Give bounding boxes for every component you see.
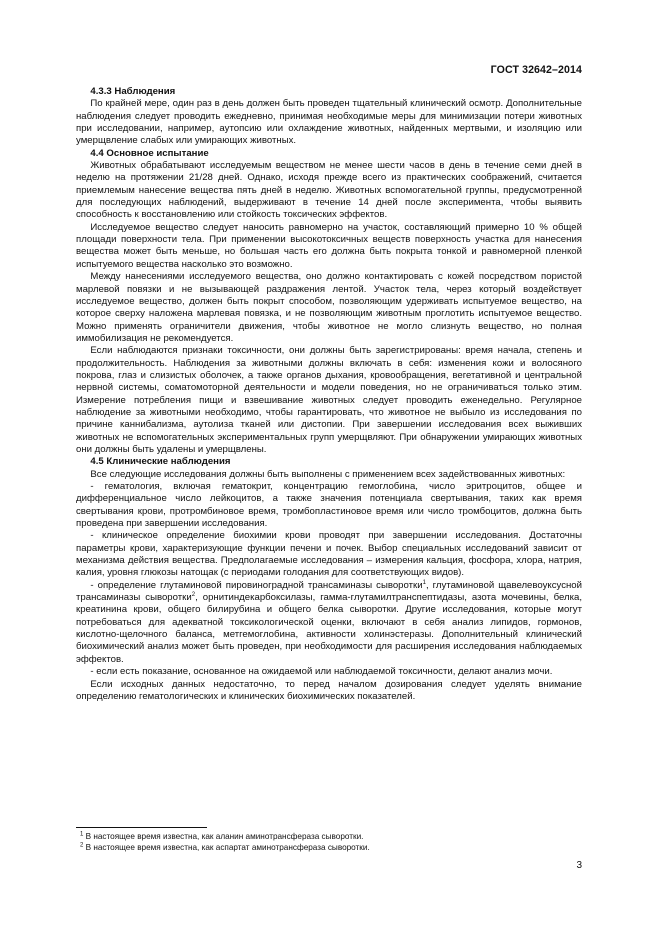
- footnote-mark: 1: [80, 831, 84, 838]
- paragraph: Исследуемое вещество следует наносить равномерно на участок, составляющий примерно 10 % общей площади поверхности тела. При применении высокотоксичных веществ поверхность участка для нанесения вещества может быть меньше, но большая часть его должна быть покрыта тонкой и равномерной пленкой испытуемого вещества насколько это возможно.: [76, 221, 582, 270]
- paragraph: Животных обрабатывают исследуемым веществом не менее шести часов в день в течение семи дней в неделю на протяжении 21/28 дней. Однако, исходя прежде всего из практических соображений, считается приемлемым нанесение вещества пять дней в неделю. Животных вспомогательной группы, предусмотренной для последующих наблюдений, выдерживают в течение 14 дней после эксперимента, чтобы выявить способность к восстановлению или стойкость токсических эффектов.: [76, 160, 582, 221]
- paragraph: Если исходных данных недостаточно, то перед началом дозирования следует уделять внимание определению гематологических и клинических биохимических показателей.: [76, 678, 582, 702]
- standard-header: ГОСТ 32642–2014: [490, 64, 582, 76]
- footnote-text: В настоящее время известна, как аланин аминотрансфераза сыворотки.: [83, 832, 364, 841]
- footnote-ref: 1: [422, 579, 426, 586]
- paragraph: По крайней мере, один раз в день должен быть проведен тщательный клинический осмотр. Дополнительные наблюдения следует проводить ежедневно, принимая необходимые меры для минимизации потери животных при исследовании, например, аутопсию или охлаждение животных, найденных мертвыми, и изоляцию или умерщвление слабых или умирающих животных.: [76, 98, 582, 147]
- footnote: [80, 832, 580, 843]
- section-heading-4-4: 4.4 Основное испытание: [90, 147, 209, 159]
- list-item-text: - определение глутаминовой пировиноградной трансаминазы сыворотки: [90, 579, 423, 591]
- section-heading-4-3-3: 4.3.3 Наблюдения: [90, 86, 176, 97]
- list-item: - гематология, включая гематокрит, концентрацию гемоглобина, число эритроцитов, общее и дифференциальное число лейкоцитов, а также значения потенциала свертывания, таких как время свертывания крови, протромбиновое время, тромбопластиновое время или число тромбоцитов, должна быть проведена при завершении исследования.: [76, 481, 582, 530]
- list-item: - если есть показание, основанное на ожидаемой или наблюдаемой токсичности, делают анализ мочи.: [90, 666, 553, 678]
- section-heading-4-5: 4.5 Клинические наблюдения: [90, 456, 231, 468]
- footnote: [80, 843, 580, 854]
- footnotes: [80, 832, 580, 853]
- paragraph: Между нанесениями исследуемого вещества, оно должно контактировать с кожей посредством пористой марлевой повязки и не вызывающей раздражения лентой. Участок тела, через который воздействует исследуемое вещество, должен быть покрыт способом, позволяющим удерживать испытуемое вещество, на которое сверху наложена марлевая повязка, и не позволяющим животным проглотить испытуемое вещество. Можно применять ограничители движения, чтобы животное не могло слизнуть вещество, но полная иммобилизация не рекомендуется.: [76, 271, 582, 344]
- paragraph: Если наблюдаются признаки токсичности, они должны быть зарегистрированы: время начала, степень и продолжительность. Наблюдения за животными должны включать в себя: изменения кожи и волосяного покрова, глаз и слизистых оболочек, а также органов дыхания, кровообращения, вегетативной и центральной нервной системы, соматомоторной деятельности и модели поведения, но не ограничиваться только этим. Измерение потребления пищи и взвешивание животных следует проводить еженедельно. Регулярное наблюдение за животными необходимо, чтобы гарантировать, что животное не выбыло из исследования по причине каннибализма, аутолиза тканей или дистопии. При завершении исследования всех выживших животных не вспомогательных экспериментальных групп умерщвляют. При обнаружении умирающих животных они должны быть удалены и умерщвлены.: [76, 345, 582, 455]
- list-item-text: , орнитиндекарбоксилазы, гамма-глутамилтранспептидазы, азота мочевины, белка, креатинина крови, общего билирубина и общего белка сыворотки. Другие исследования, которые могут потребоваться для адекватной токсикологической оценки, включают в себя анализ липидов, гормонов, кислотно-щелочного баланса, метгемоглобина, активности холинэстеразы. Дополнительный клинический биохимический анализ может быть проведен, при необходимости для расширения исследования наблюдаемых эффектов.: [76, 592, 582, 665]
- list-item-text: , глутаминовой щавелевоуксусной трансаминазы сыворотки: [76, 579, 582, 604]
- document-body: [76, 86, 582, 703]
- footnote-ref: 2: [191, 591, 196, 598]
- paragraph: Все следующие исследования должны быть выполнены с применением всех задействованных животных:: [90, 468, 566, 480]
- footnote-mark: 2: [80, 841, 84, 848]
- footnote-divider: [76, 827, 207, 828]
- list-item: [76, 580, 582, 666]
- list-item: - клиническое определение биохимии крови проводят при завершении исследования. Достаточны параметры крови, характеризующие функции печени и почек. Выбор специальных исследований зависит от механизма действия вещества. Предполагаемые исследования – измерения кальция, фосфора, хлора, натрия, калия, уровня глюкозы натощак (с периодами голодания для соответствующих видов).: [76, 530, 582, 579]
- page-number: 3: [576, 860, 582, 871]
- footnote-text: В настоящее время известна, как аспартат аминотрансфераза сыворотки.: [83, 842, 370, 852]
